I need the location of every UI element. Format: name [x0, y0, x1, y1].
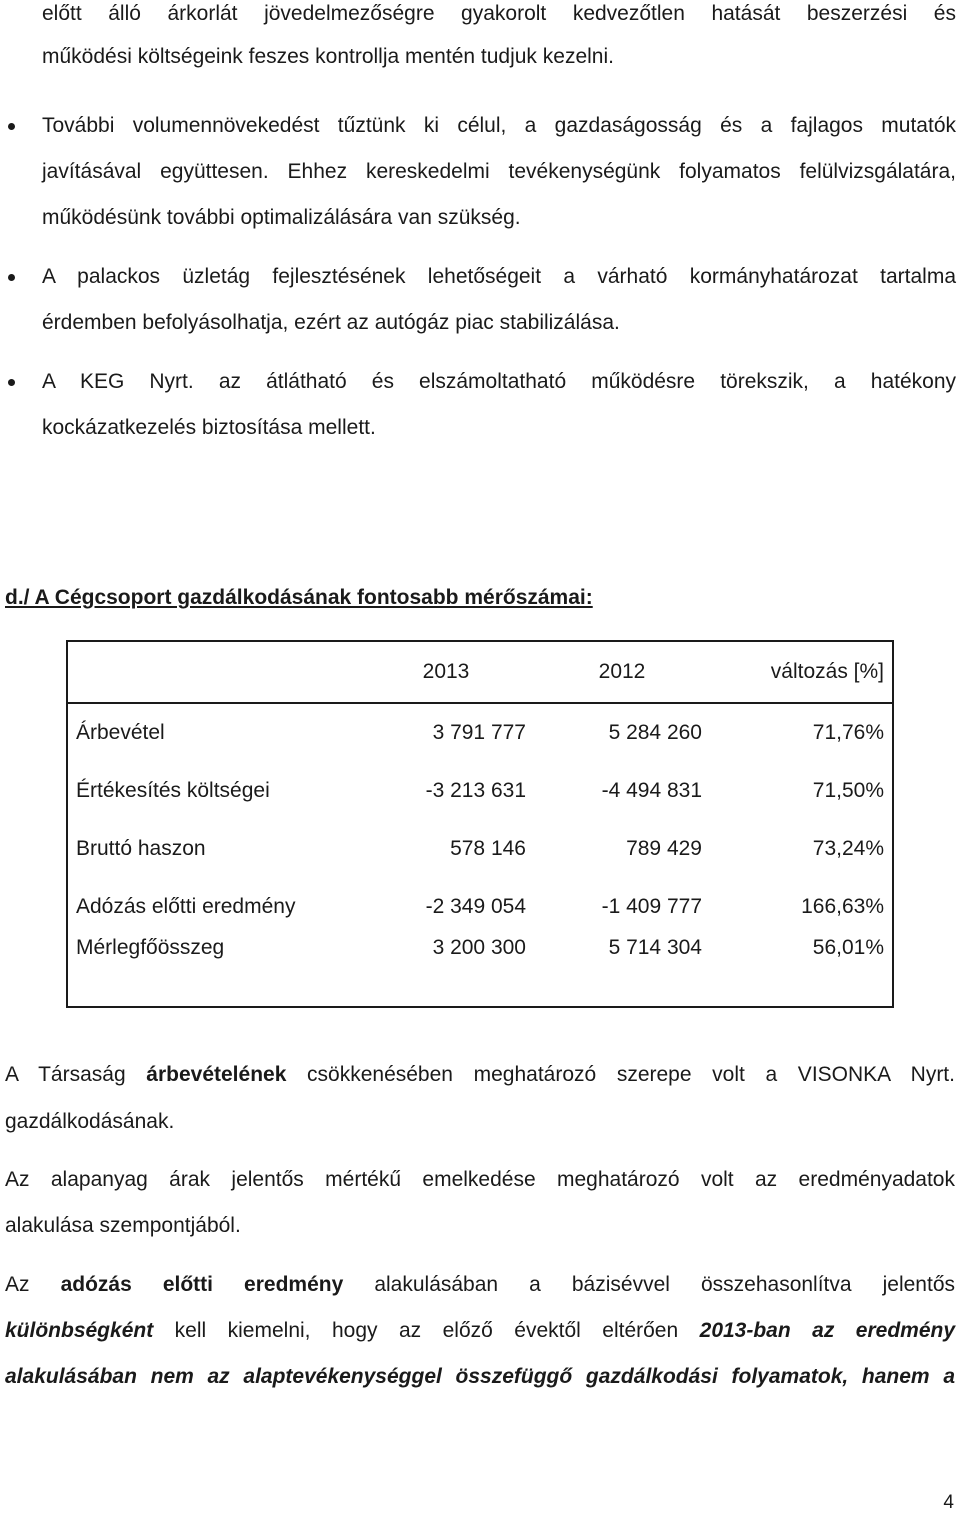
bullet-2-line-2: érdemben befolyásolhatja, ezért az autógáz piac stabilizálása. [42, 311, 620, 334]
value-change: 71,50% [812, 779, 884, 802]
row-label: Bruttó haszon [76, 837, 206, 860]
table-header-cell: változás [%] [710, 641, 893, 703]
section-heading: d./ A Cégcsoport gazdálkodásának fontosabb mérőszámai: [5, 586, 593, 609]
para-3-text: kell kiemelni, hogy az előző évektől eltérően [174, 1319, 679, 1342]
intro-line-2: működési költségeink feszes kontrollja mentén tudjuk kezelni. [42, 45, 614, 68]
bullet-3-line-1: A KEG Nyrt. az átlátható és elszámoltatható működésre törekszik, a hatékony [42, 370, 956, 393]
para-3-bold: adózás előtti eredmény [60, 1273, 344, 1296]
para-3-line-3 [5, 1363, 955, 1391]
para-1-text-c: csökkenésében meghatározó szerepe volt a VISONKA Nyrt. [307, 1063, 955, 1086]
para-3-line-2 [5, 1317, 955, 1345]
para-1-bold: árbevételének [146, 1063, 287, 1086]
value-change: 56,01% [812, 936, 884, 959]
table-header-cell [67, 641, 358, 703]
table-header-cell: 2012 [534, 641, 710, 703]
value-2013: 578 146 [450, 837, 526, 860]
para-3-line-1 [5, 1271, 955, 1299]
value-change: 73,24% [812, 837, 884, 860]
para-1-text-a: A Társaság [5, 1063, 126, 1086]
para-3-bold-italic: alakulásában nem az alaptevékenységgel összefüggő gazdálkodási folyamatok, hanem a [5, 1365, 955, 1388]
table-row [67, 878, 893, 936]
para-3-text: Az [5, 1273, 30, 1296]
bullet-1-line-2: javításával együttesen. Ehhez kereskedelmi tevékenységünk folyamatos felülvizsgálatára, [42, 160, 956, 183]
value-2012: 789 429 [626, 837, 702, 860]
intro-line-1: előtt álló árkorlát jövedelmezőségre gyakorolt kedvezőtlen hatását beszerzési és [42, 2, 956, 25]
para-1-line-1 [5, 1061, 955, 1089]
value-2012: 5 714 304 [608, 936, 702, 959]
value-2013: -3 213 631 [425, 779, 526, 802]
value-2013: 3 791 777 [432, 721, 526, 744]
value-2013: 3 200 300 [432, 936, 526, 959]
table-row [67, 936, 893, 1007]
bullet-icon [8, 379, 15, 386]
value-2013: -2 349 054 [425, 895, 526, 918]
row-label: Mérlegfőösszeg [76, 936, 225, 959]
para-3-bold-italic: 2013-ban az eredmény [699, 1319, 956, 1342]
para-1-line-2: gazdálkodásának. [5, 1110, 175, 1133]
row-label: Adózás előtti eredmény [76, 895, 296, 918]
table-row [67, 762, 893, 820]
bullet-1-line-1: További volumennövekedést tűztünk ki célul, a gazdaságosság és a fajlagos mutatók [42, 114, 956, 137]
bullet-item-2 [8, 263, 958, 343]
value-2012: -4 494 831 [601, 779, 702, 802]
table-header-cell: 2013 [358, 641, 534, 703]
value-2012: -1 409 777 [601, 895, 702, 918]
bullet-1-line-3: működésünk további optimalizálására van szükség. [42, 206, 521, 229]
table-header-row [67, 641, 893, 703]
value-change: 71,76% [812, 721, 884, 744]
para-3-bold-italic: különbségként [5, 1319, 154, 1342]
bullet-item-1 [8, 112, 958, 229]
bullet-3-line-2: kockázatkezelés biztosítása mellett. [42, 416, 376, 439]
bullet-icon [8, 123, 15, 130]
value-2012: 5 284 260 [608, 721, 702, 744]
para-2-line-2: alakulása szempontjából. [5, 1214, 241, 1237]
row-label: Értékesítés költségei [76, 779, 270, 802]
value-change: 166,63% [801, 895, 884, 918]
table-row [67, 820, 893, 878]
table-row [67, 703, 893, 762]
page-number: 4 [943, 1492, 954, 1513]
para-2-line-1: Az alapanyag árak jelentős mértékű emelkedése meghatározó volt az eredményadatok [5, 1168, 955, 1191]
metrics-table [66, 640, 894, 1008]
para-3-text: alakulásában a bázisévvel összehasonlítva jelentős [374, 1273, 955, 1296]
bullet-2-line-1: A palackos üzletág fejlesztésének lehetőségeit a várható kormányhatározat tartalma [42, 265, 956, 288]
bullet-item-3 [8, 368, 958, 448]
row-label: Árbevétel [76, 721, 165, 744]
bullet-icon [8, 274, 15, 281]
